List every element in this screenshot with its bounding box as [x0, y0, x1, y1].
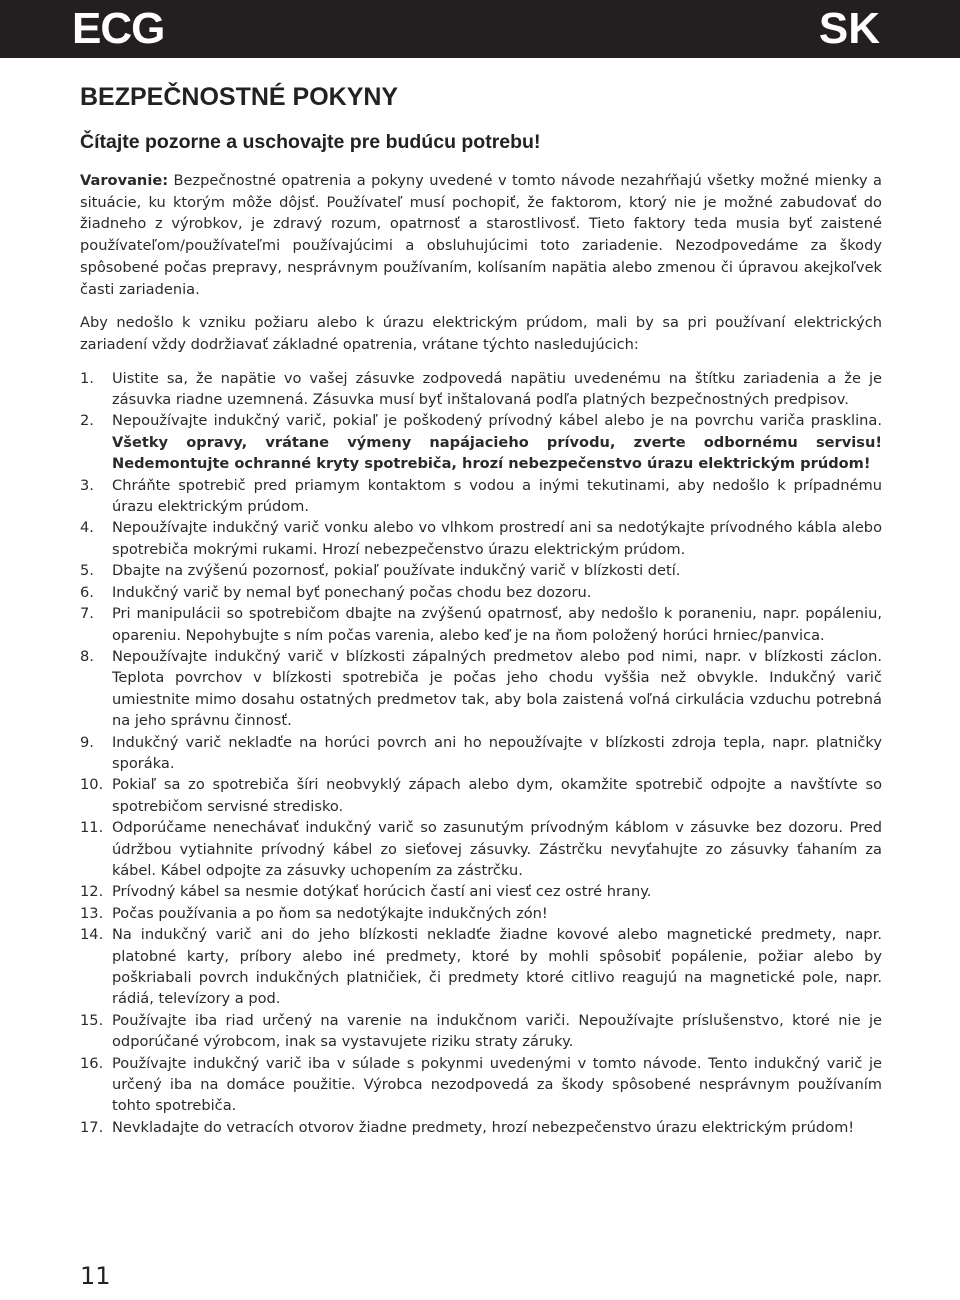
item-number: 3. — [80, 476, 94, 494]
item-number: 17. — [80, 1118, 104, 1136]
list-item — [80, 774, 882, 817]
item-bold-text: Všetky opravy, vrátane výmeny napájacieho prívodu, zverte odbornému servisu! Nedemontujte ochranné kryty spotrebiča, hrozí nebezpečenstvo úrazu elektrickým prúdom! — [112, 433, 882, 473]
list-item — [80, 1010, 882, 1053]
item-text: Indukčný varič nekladťe na horúci povrch ani ho nepoužívajte v blízkosti zdroja tepla, napr. platničky sporáka. — [112, 733, 882, 772]
language-code: SK — [818, 4, 880, 53]
list-item — [80, 603, 882, 646]
item-text: Dbajte na zvýšenú pozornosť, pokiaľ používate indukčný varič v blízkosti detí. — [112, 562, 681, 580]
item-text: Odporúčame nenechávať indukčný varič so zasunutým prívodným káblom v zásuvke bez dozoru. Pred údržbou vytiahnite prívodný kábel zo sieťovej zásuvky. Zástrčku nevyťahujte zo zásuvky ťahaním za kábel. Kábel odpojte za zásuvky uchopením za zástrčku. — [112, 819, 882, 879]
item-number: 10. — [80, 776, 104, 794]
item-number: 12. — [80, 883, 104, 901]
header-bar — [0, 0, 960, 58]
main-content — [80, 82, 882, 1138]
item-number: 9. — [80, 733, 94, 751]
item-text: Nepoužívajte indukčný varič, pokiaľ je poškodený prívodný kábel alebo je na povrchu variča prasklina. — [112, 412, 882, 430]
list-item — [80, 924, 882, 1010]
item-number: 16. — [80, 1054, 104, 1072]
item-text: Chráňte spotrebič pred priamym kontaktom s vodou a inými tekutinami, aby nedošlo k prípadnému úrazu elektrickým prúdom. — [112, 476, 882, 516]
item-text: Nepoužívajte indukčný varič v blízkosti zápalných predmetov alebo pod nimi, napr. v blízkosti záclon. Teplota povrchov v blízkosti spotrebiča je počas jeho chodu vyššia než obvykle. Indukčný varič umiestnite mimo dosahu ostatných predmetov tak, aby bola zaistená voľná cirkulácia vzduchu potrebná na jeho správnu činnosť. — [112, 647, 882, 730]
item-number: 6. — [80, 583, 94, 601]
item-number: 4. — [80, 519, 94, 537]
list-item — [80, 646, 882, 732]
item-number: 1. — [80, 369, 94, 387]
item-number: 8. — [80, 647, 94, 665]
item-number: 15. — [80, 1011, 104, 1029]
item-number: 7. — [80, 605, 94, 623]
item-text: Pri manipulácii so spotrebičom dbajte na zvýšenú opatrnosť, aby nedošlo k poraneniu, napr. popáleniu, opareniu. Nepohybujte s ním počas varenia, alebo keď je na ňom položený horúci hrniec/panvica. — [112, 605, 882, 644]
warning-paragraph — [80, 170, 882, 300]
item-text: Nevkladajte do vetracích otvorov žiadne predmety, hrozí nebezpečenstvo úrazu elektrickým prúdom! — [112, 1118, 855, 1136]
item-text: Počas používania a po ňom sa nedotýkajte indukčných zón! — [112, 904, 548, 922]
item-text: Na indukčný varič ani do jeho blízkosti nekladťe žiadne kovové alebo magnetické predmety, napr. platobné karty, príbory alebo iné predmety, ktoré by mohli spôsobiť popálenie, požiar alebo by poškriabali povrch indukčných platničiek, či predmety ktoré citlivo reagujú na magnetické pole, napr. rádiá, televízory a pod. — [112, 926, 882, 1008]
item-text: Používajte indukčný varič iba v súlade s pokynmi uvedenými v tomto návode. Tento indukčný varič je určený iba na domáce použitie. Výrobca nezodpovedá za škody spôsobené nesprávnym používaním tohto spotrebiča. — [112, 1054, 882, 1115]
item-number: 2. — [80, 412, 94, 430]
warning-text: Bezpečnostné opatrenia a pokyny uvedené v tomto návode nezahŕňajú všetky možné mienky a situácie, ku ktorým môže dôjsť. Používateľ musí pochopiť, že faktorom, ktorý nie je možné zabudovať do žiadneho z výrobkov, je zdravý rozum, opatrnosť a starostlivosť. Tieto faktory teda musia byť zaistené používateľom/používateľmi používajúcimi a obsluhujúcimi toto zariadenie. Nezodpovedáme za škody spôsobené počas prepravy, nesprávnym používaním, kolísaním napätia alebo zmenou či úpravou akejkoľvek časti zariadenia. — [80, 172, 882, 298]
brand-logo: ECG — [72, 4, 165, 53]
list-item — [80, 881, 882, 902]
list-item — [80, 817, 882, 881]
list-item — [80, 560, 882, 581]
list-item — [80, 732, 882, 775]
item-text: Nepoužívajte indukčný varič vonku alebo vo vlhkom prostredí ani sa nedotýkajte prívodného kábla alebo spotrebiča mokrými rukami. Hrozí nebezpečenstvo úrazu elektrickým prúdom. — [112, 519, 882, 558]
list-item — [80, 582, 882, 603]
item-text: Uistite sa, že napätie vo vašej zásuvke zodpovedá napätiu uvedenému na štítku zariadenia a že je zásuvka riadne uzemnená. Zásuvka musí byť inštalovaná podľa platných bezpečnostných predpisov. — [112, 369, 882, 409]
page-title: BEZPEČNOSTNÉ POKYNY — [80, 83, 399, 111]
list-item — [80, 475, 882, 518]
item-number: 11. — [80, 819, 104, 837]
subtitle: Čítajte pozorne a uschovajte pre budúcu potrebu! — [80, 131, 541, 153]
item-number: 5. — [80, 562, 94, 580]
list-item — [80, 1117, 882, 1138]
list-item — [80, 410, 882, 474]
warning-label: Varovanie: — [80, 172, 169, 189]
list-item — [80, 368, 882, 411]
intro-paragraph: Aby nedošlo k vzniku požiaru alebo k úrazu elektrickým prúdom, mali by sa pri používaní elektrických zariadení vždy dodržiavať základné opatrenia, vrátane týchto nasledujúcich: — [80, 314, 882, 353]
item-text: Používajte iba riad určený na varenie na indukčnom variči. Nepoužívajte príslušenstvo, ktoré nie je odporúčané výrobcom, inak sa vystavujete riziku straty záruky. — [112, 1011, 882, 1051]
item-text: Indukčný varič by nemal byť ponechaný počas chodu bez dozoru. — [112, 583, 592, 601]
item-text: Pokiaľ sa zo spotrebiča šíri neobvyklý zápach alebo dym, okamžite spotrebič odpojte a navštívte so spotrebičom servisné stredisko. — [112, 776, 882, 815]
safety-list — [80, 368, 882, 1139]
list-item — [80, 903, 882, 924]
list-item — [80, 1053, 882, 1117]
item-text: Prívodný kábel sa nesmie dotýkať horúcich častí ani viesť cez ostré hrany. — [112, 883, 652, 901]
list-item — [80, 517, 882, 560]
item-number: 13. — [80, 904, 104, 922]
page-number: 11 — [80, 1262, 111, 1290]
item-number: 14. — [80, 926, 104, 944]
